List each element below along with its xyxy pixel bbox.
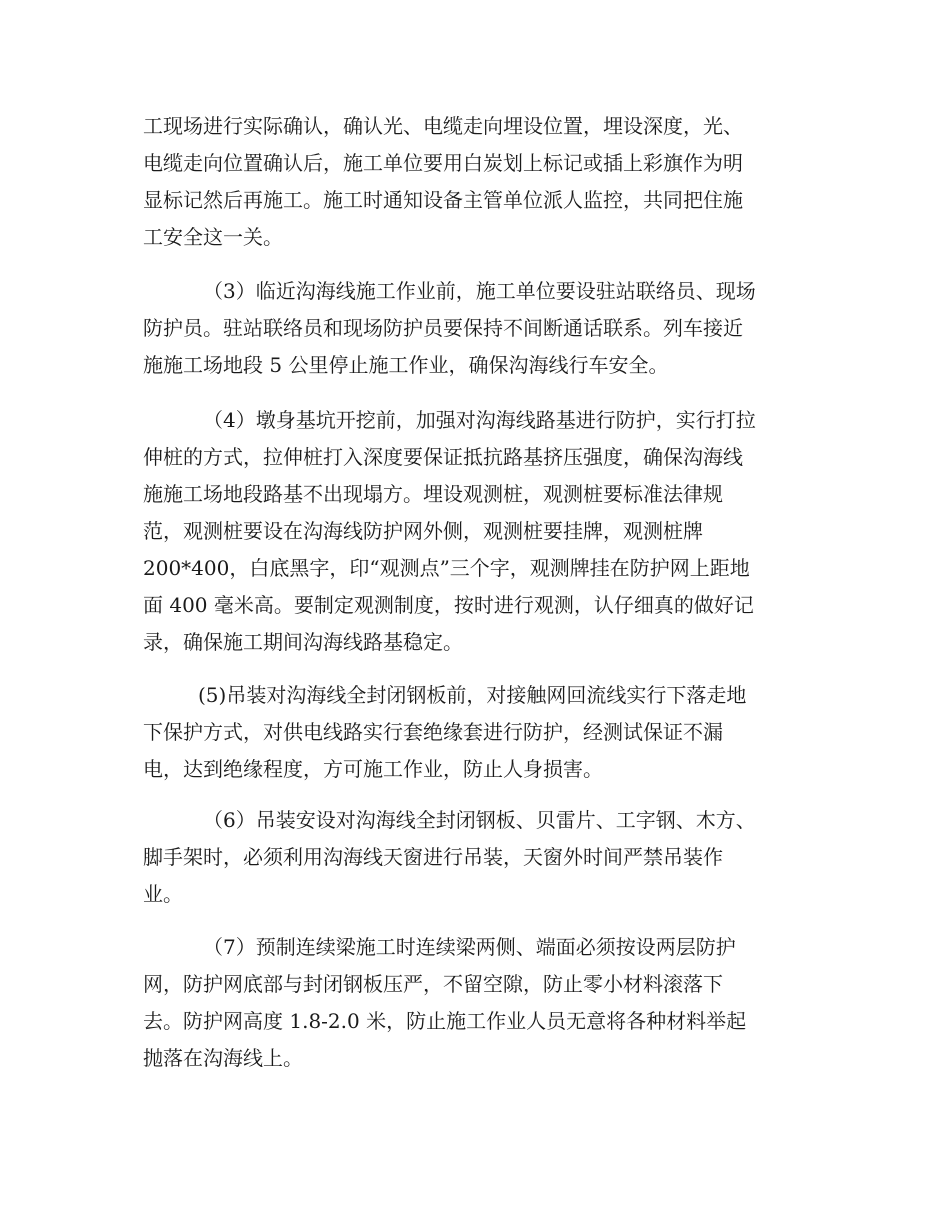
paragraph-line: 去。防护网高度 1.8-2.0 米，防止施工作业人员无意将各种材料举起 [143,1009,747,1033]
paragraph-line: （3）临近沟海线施工作业前，施工单位要设驻站联络员、现场 [203,279,756,303]
paragraph-1 [143,108,823,256]
paragraph-line: (5)吊装对沟海线全封闭钢板前，对接触网回流线实行下落走地 [198,683,747,707]
paragraph-line: 电缆走向位置确认后，施工单位要用白炭划上标记或插上彩旗作为明 [143,151,743,175]
paragraph-line: 抛落在沟海线上。 [143,1046,303,1070]
paragraph-5 [143,802,823,913]
paragraph-line: 防护员。驻站联络员和现场防护员要保持不间断通话联系。列车接近 [143,316,743,340]
paragraph-line: 施施工场地段 5 公里停止施工作业，确保沟海线行车安全。 [143,353,669,377]
paragraph-line: 工现场进行实际确认，确认光、电缆走向埋设位置，埋设深度，光、 [143,114,743,138]
paragraph-2 [143,273,823,384]
paragraph-line: 网，防护网底部与封闭钢板压严，不留空隙，防止零小材料滚落下 [143,972,723,996]
paragraph-line: 业。 [143,882,183,906]
paragraph-line: （6）吊装安设对沟海线全封闭钢板、贝雷片、工字钢、木方、 [203,808,756,832]
paragraph-line: 工安全这一关。 [143,225,283,249]
paragraph-line: 范，观测桩要设在沟海线防护网外侧，观测桩要挂牌，观测桩牌 [143,519,703,543]
paragraph-line: 200*400，白底黑字，印“观测点”三个字，观测牌挂在防护网上距地 [143,556,750,580]
paragraph-line: （4）墩身基坑开挖前，加强对沟海线路基进行防护，实行打拉 [203,408,756,432]
paragraph-line: 录，确保施工期间沟海线路基稳定。 [143,630,463,654]
paragraph-6 [143,929,823,1077]
paragraph-3 [143,402,823,661]
paragraph-line: 电，达到绝缘程度，方可施工作业，防止人身损害。 [143,757,603,781]
paragraph-4 [143,677,823,788]
paragraph-line: 伸桩的方式，拉伸桩打入深度要保证抵抗路基挤压强度，确保沟海线 [143,445,743,469]
paragraph-line: 显标记然后再施工。施工时通知设备主管单位派人监控，共同把住施 [143,188,743,212]
paragraph-line: 脚手架时，必须利用沟海线天窗进行吊装，天窗外时间严禁吊装作 [143,845,723,869]
paragraph-line: 下保护方式，对供电线路实行套绝缘套进行防护，经测试保证不漏 [143,720,723,744]
paragraph-line: 施施工场地段路基不出现塌方。埋设观测桩，观测桩要标准法律规 [143,482,723,506]
paragraph-line: （7）预制连续梁施工时连续梁两侧、端面必须按设两层防护 [203,935,736,959]
paragraph-line: 面 400 毫米高。要制定观测制度，按时进行观测，认仔细真的做好记 [143,593,754,617]
